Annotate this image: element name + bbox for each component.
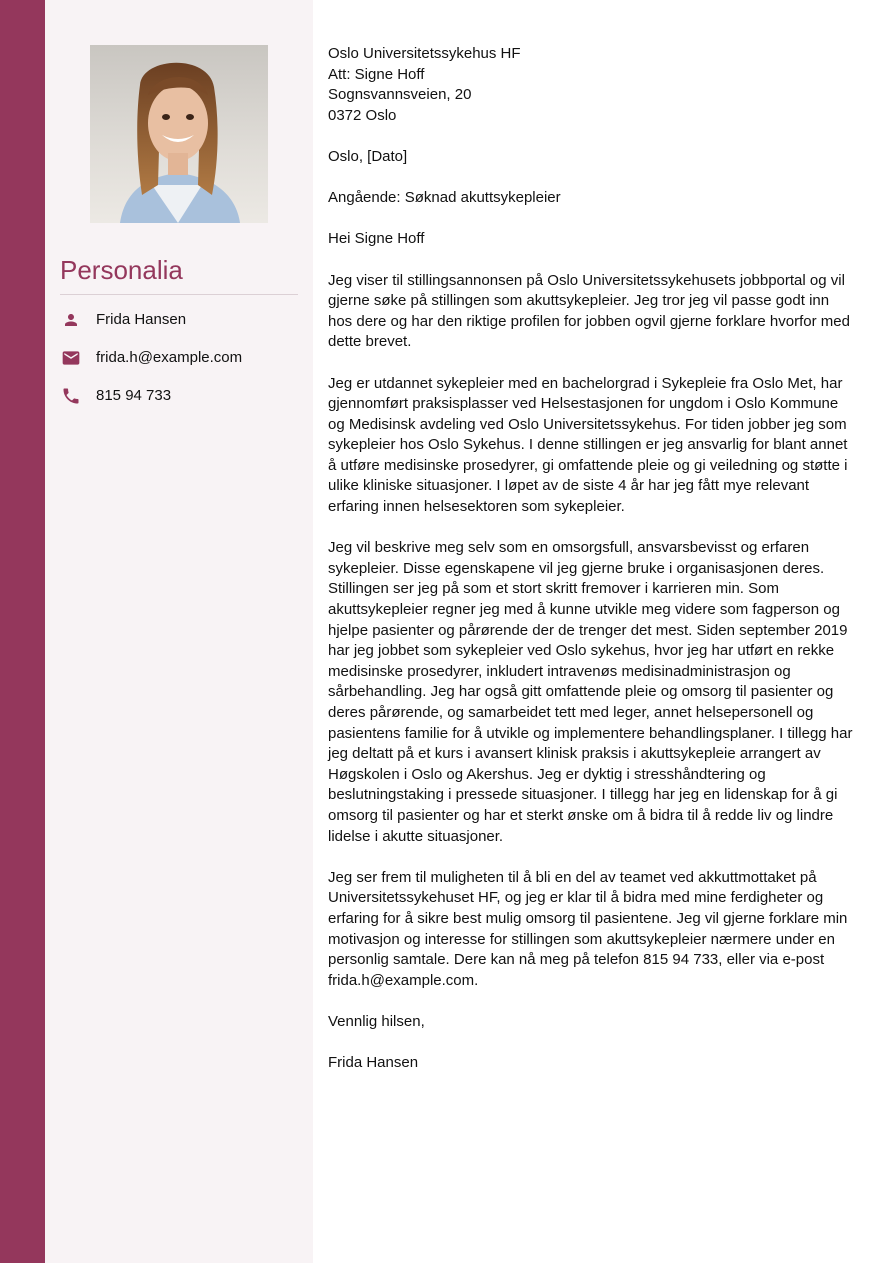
contact-email-text[interactable]: frida.h@example.com	[96, 349, 243, 366]
section-title-personalia: Personalia	[60, 255, 183, 285]
person-icon	[60, 309, 82, 331]
contact-name	[60, 309, 300, 331]
letter-paragraph: Jeg er utdannet sykepleier med en bachelorgrad i Sykepleie fra Oslo Met, har gjennomført praksisplasser ved Helsestasjonen for ungdom i Oslo Kommune og Medisinsk avdeling ved Oslo Universitetssykehus. For tiden jobber jeg som sykepleier hos Oslo Sykehus. I denne stillingen er jeg ansvarlig for blant annet å utføre medisinske prosedyrer, gi omfattende pleie og gi veiledning og støtte i ulike kliniske situasjoner. I løpet av de siste 4 år har jeg fått mye relevant erfaring innen helsesektoren som sykepleier.	[328, 374, 848, 516]
contact-email	[60, 347, 300, 369]
mail-icon	[60, 347, 82, 369]
recipient-line: Att: Signe Hoff	[328, 65, 425, 83]
letter-signature: Frida Hansen	[328, 1054, 419, 1072]
sidebar	[45, 0, 313, 1263]
section-divider	[60, 294, 298, 295]
letter-paragraph: Jeg ser frem til muligheten til å bli en del av teamet ved akkuttmottaket på Universitetssykehuset HF, og jeg er klar til å bidra med mine ferdigheter og erfaring for å sikre best mulig omsorg til pasientene. Jeg vil gjerne forklare min motivasjon og interesse for stillingen som akuttsykepleier nærmere under en personlig samtale. Dere kan nå meg på telefon 815 94 733, eller via e-post frida.h@example.com.	[328, 868, 848, 989]
recipient-line: 0372 Oslo	[328, 106, 397, 124]
contact-name-text: Frida Hansen	[96, 311, 187, 328]
letter-paragraph: Jeg viser til stillingsannonsen på Oslo Universitetssykehusets jobbportal og vil gjerne søke på stillingen som akuttsykepleier. Jeg tror jeg vil passe godt inn hos dere og har den riktige profilen for jobben ogvil gjerne forklare hvorfor med dette brevet.	[328, 271, 850, 351]
profile-photo	[90, 45, 268, 223]
phone-icon	[60, 385, 82, 407]
letter-subject: Angående: Søknad akuttsykepleier	[328, 189, 561, 207]
recipient-line: Sognsvannsveien, 20	[328, 86, 472, 104]
accent-bar	[0, 0, 45, 1263]
cover-letter	[328, 44, 853, 1094]
letter-greeting: Hei Signe Hoff	[328, 230, 425, 248]
recipient-line: Oslo Universitetssykehus HF	[328, 45, 521, 62]
letter-date: Oslo, [Dato]	[328, 147, 408, 165]
letter-paragraph: Jeg vil beskrive meg selv som en omsorgsfull, ansvarsbevisst og erfaren sykepleier. Disse egenskapene vil jeg gjerne bruke i organisasjonen deres. Stillingen ser jeg på som et stort skritt fremover i karrieren min. Som akuttsykepleier regner jeg med å kunne utvikle meg videre som fagperson og hjelpe pasienter og pårørende der de trenger det mest. Siden september 2019 har jeg jobbet som sykepleier ved Oslo sykehus, hvor jeg har utført en rekke medisinske prosedyrer, inkludert intravenøs medisinadministrasjon og sårbehandling. Jeg har også gitt omfattende pleie og omsorg til pasienter og deres pårørende, og samarbeidet tett med leger, annet helsepersonell og pasientens familie for å utvikle og implementere behandlingsplaner. I tillegg har jeg deltatt på et kurs i avansert klinisk praksis i akuttsykepleie arrangert av Høgskolen i Oslo og Akershus. Jeg er dyktig i stresshåndtering og beslutningstaking i pressede situasjoner. I tillegg har jeg en lidenskap for å gi omsorg til pasienter og har et sterkt ønske om å bidra til å redde liv og lindre lidelse i akutte situasjoner.	[328, 539, 853, 845]
contact-phone	[60, 385, 300, 407]
recipient-address	[328, 44, 853, 126]
letter-closing: Vennlig hilsen,	[328, 1012, 425, 1030]
contact-phone-text: 815 94 733	[96, 387, 172, 404]
